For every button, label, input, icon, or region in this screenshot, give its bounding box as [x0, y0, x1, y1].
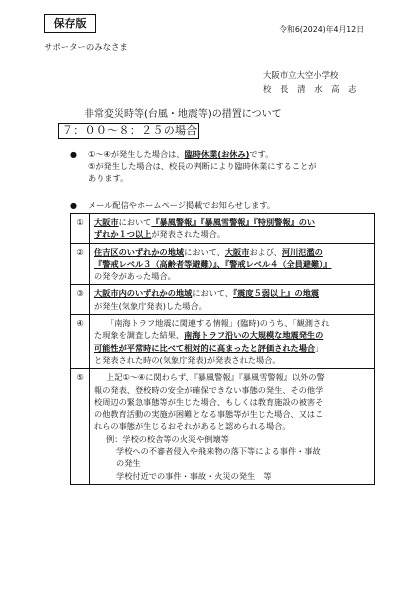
- text: の発令があった場合。: [94, 271, 176, 282]
- text: 」: [315, 342, 324, 353]
- example-label: 例：学校の校舎等の火災や倒壊等: [106, 433, 229, 444]
- area-emphasis: 住吉区のいずれかの地域: [94, 246, 185, 257]
- text: 上記①〜④に関わらず、『暴風警報』『暴風雪警報』以外の警: [106, 372, 325, 383]
- time-range-box: ７：００〜８：２５の場合: [58, 123, 199, 139]
- bullet-text: です。: [249, 149, 274, 159]
- closure-emphasis: 臨時休業: [184, 149, 218, 159]
- text: の他教育活動の実施が困難となる事態等が生じた場合、又はこ: [94, 409, 324, 420]
- bullet-notification: [70, 200, 275, 212]
- condition-text: [90, 369, 375, 485]
- condition-text: [90, 214, 375, 244]
- archive-badge: 保存版: [44, 14, 96, 33]
- table-row: [71, 243, 375, 285]
- text: と発表された時の(気象庁発表)が発表された場合。: [94, 354, 281, 365]
- text: において: [118, 217, 152, 227]
- condition-text: [90, 285, 375, 315]
- text: た現象を調査した結果、: [94, 330, 185, 341]
- area-emphasis: 大阪市: [94, 217, 119, 227]
- example-item: の発生: [116, 458, 141, 469]
- addressee: サポーターのみなさま: [44, 42, 128, 52]
- example-item: 学校への不審者侵入や飛来物の落下等による事件・事故: [116, 446, 321, 457]
- warning-emphasis: ずれか１つ以上: [94, 229, 152, 240]
- condition-number: ①: [71, 214, 90, 244]
- condition-number: ④: [71, 315, 90, 369]
- text: が発生(気象庁発表)した場合。: [94, 300, 207, 311]
- text: 報の発表、登校時の安全が確保できない事態の発生、その他学: [94, 384, 324, 395]
- conditions-table: [70, 213, 375, 485]
- table-row: [71, 214, 375, 244]
- bullet-text: ⑤が発生した場合は、校長の判断により臨時休業にすることが: [88, 160, 317, 171]
- principal-name: 校 長 清 水 高 志: [263, 84, 357, 94]
- bullet-mark: ●: [70, 150, 77, 159]
- issue-date: 令和6(2024)年4月12日: [279, 25, 364, 34]
- table-row: [71, 285, 375, 315]
- text: において、: [184, 246, 225, 257]
- text: 「南海トラフ地震に関連する情報」(臨時)のうち、「観測され: [106, 318, 330, 329]
- bullet-text: ①〜④が発生した場合は、: [88, 149, 185, 159]
- condition-number: ③: [71, 285, 90, 315]
- warning-emphasis: 『暴風警報』『暴風雪警報』『特別警報』のい: [151, 217, 316, 227]
- table-row: [71, 369, 375, 485]
- condition-number: ②: [71, 243, 90, 285]
- area-emphasis: 大阪市: [224, 246, 250, 257]
- condition-text: [90, 315, 375, 369]
- area-emphasis: 大阪市内のいずれかの地域: [94, 288, 193, 299]
- warning-emphasis: 南海トラフ沿いの大規模な地震発生の: [184, 330, 324, 341]
- notice-title: 非常変災時等(台風・地震等)の措置について: [84, 109, 282, 120]
- warning-emphasis: 『警戒レベル３（高齢者等避難）』、『警戒レベル４（全員避難）』: [94, 258, 332, 269]
- warning-emphasis: 可能性が平常時に比べて相対的に高まったと評価された場合: [94, 342, 316, 353]
- closure-emphasis-note: (お休み): [217, 149, 250, 159]
- text: れらの事態が生じるおそれがあると認められる場合。: [94, 421, 291, 432]
- bullet-mark: ●: [70, 201, 77, 210]
- condition-text: [90, 243, 375, 285]
- table-row: [71, 315, 375, 369]
- warning-emphasis: 『震度５弱以上』の地震: [233, 288, 320, 299]
- text: および、: [249, 246, 282, 257]
- bullet-text: あります。: [88, 172, 129, 183]
- warning-emphasis: 河川氾濫の: [281, 246, 323, 257]
- condition-number: ⑤: [71, 369, 90, 485]
- text: が発表された場合。: [151, 229, 226, 240]
- bullet-closure-rule: [70, 149, 370, 185]
- school-name: 大阪市立大空小学校: [263, 70, 339, 80]
- bullet-text: メール配信やホームページ掲載でお知らせします。: [88, 200, 276, 210]
- example-item: 学校付近での事件・事故・火災の発生 等: [116, 470, 272, 481]
- text: において、: [192, 288, 234, 299]
- text: 校周辺の緊急事態等が生じた場合、もしくは教育施設の被害そ: [94, 396, 324, 407]
